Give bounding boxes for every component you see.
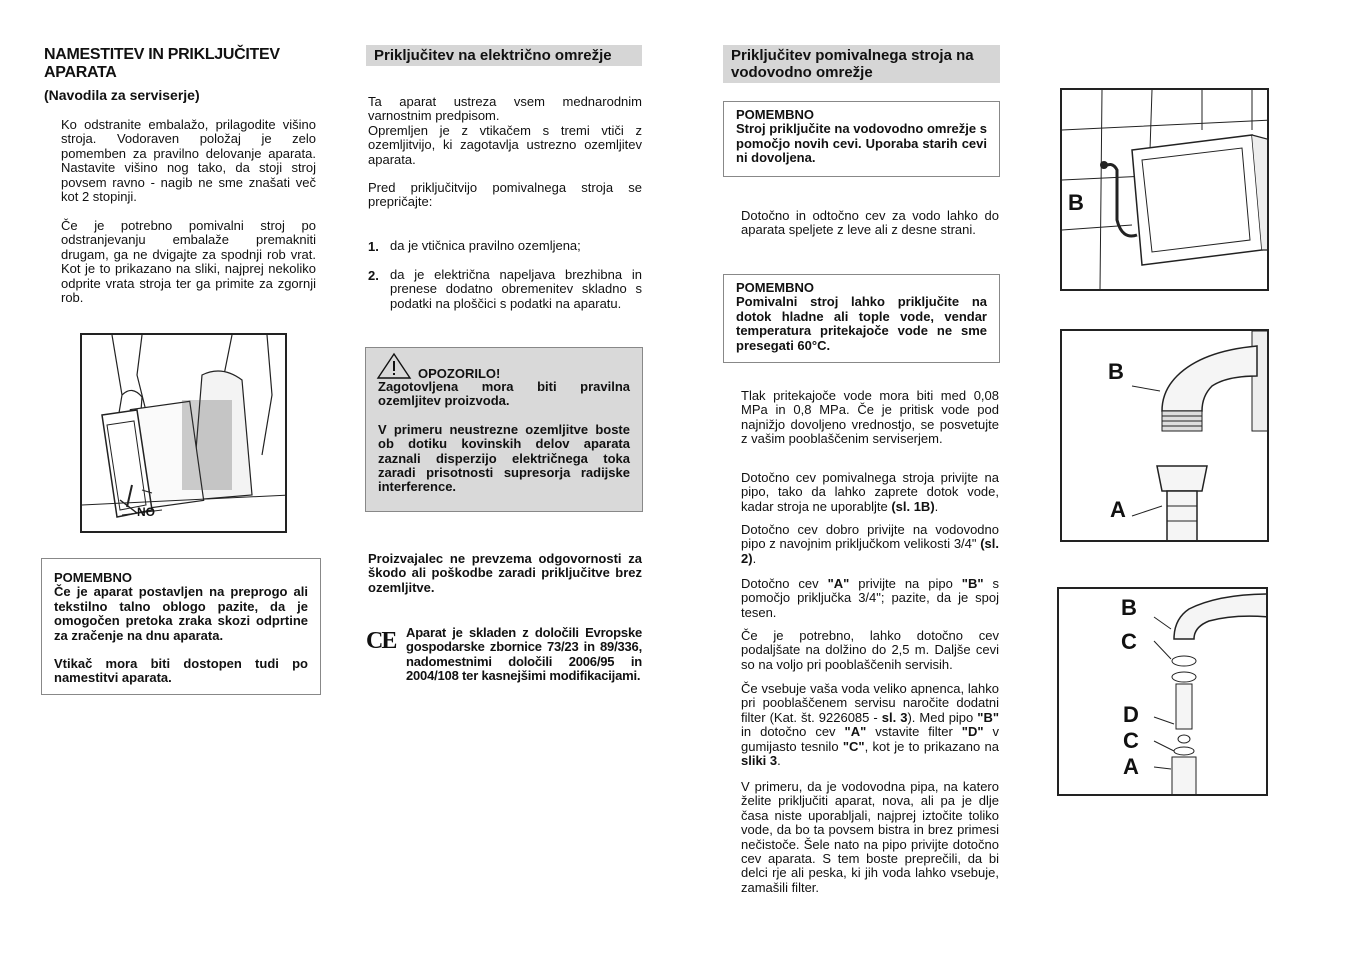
paragraph: Ko odstranite embalažo, prilagodite višino stroja. Vodoraven položaj je zelo pomemben za pravilno delovanje aparata. Nastavite višino nog tako, da stoji stroj povsem ravno - nagib ne sme znašati več kot 2 stopinji. — [61, 117, 316, 205]
figure-label: A — [1123, 754, 1139, 779]
section-title: Priključitev pomivalnega stroja na vodovodno omrežje — [723, 45, 1000, 83]
box-text: Pomivalni stroj lahko priključite na dotok hladne ali tople vode, vendar temperatura pritekajoče vode ne sme presegati 60°C. — [736, 294, 987, 353]
box-heading: POMEMBNO — [54, 570, 132, 585]
paragraph: Če je potrebno, lahko dotočno cev podaljšate na dolžino do 2,5 m. Daljše cevi so na voljo pri pooblaščenih servisih. — [741, 628, 999, 672]
paragraph: Dotočno in odtočno cev za vodo lahko do aparata speljete z leve ali z desne strani. — [741, 208, 999, 238]
list-number: 2. — [368, 268, 379, 283]
filter-assembly-illustration — [1057, 587, 1268, 796]
warning-text: Zagotovljena mora biti pravilna ozemljitev proizvoda. — [378, 379, 630, 409]
ce-compliance-text: Aparat je skladen z določili Evropske gospodarske zbornice 73/23 in 89/336, nadomestnimi določili 2006/95 in 2004/108 ter kasnejšimi modifikacijami. — [406, 625, 642, 684]
paragraph: Opremljen je z vtikačem s tremi vtiči z ozemljitvijo, ki zagotavlja ustrezno ozemljitev aparata. — [368, 123, 642, 167]
figure-label: C — [1123, 728, 1139, 753]
paragraph: V primeru, da je vodovodna pipa, na katero želite priključiti aparat, nova, ali pa je dlje časa niste uporabljali, najprej iztočite toliko vode, da bo ta povsem bistra in brez primesi nečistoče. Šele nato na pipo privijte dotočno cev aparata. S tem boste preprečili, da bi delci rje ali peska, ki jih voda lahko vsebuje, zamašili filter. — [741, 779, 999, 895]
warning-triangle-icon — [376, 352, 412, 380]
figure-label: C — [1121, 629, 1137, 654]
figure-label: B — [1121, 595, 1137, 620]
disclaimer: Proizvajalec ne prevzema odgovornosti za škodo ali poškodbe zaradi priključitve brez ozemljitve. — [368, 551, 642, 595]
list-number: 1. — [368, 239, 379, 254]
warning-box — [365, 347, 643, 512]
tap-hose-connection-illustration — [1060, 329, 1269, 542]
paragraph: Pred priključitvijo pomivalnega stroja se prepričajte: — [368, 180, 642, 210]
paragraph: Dotočno cev pomivalnega stroja privijte na pipo, tako da lahko zaprete dotok vode, kadar stroja ne uporabljte (sl. 1B). — [741, 470, 999, 514]
paragraph: Ta aparat ustreza vsem mednarodnim varnostnim predpisom. — [368, 94, 642, 124]
section-title: Priključitev na električno omrežje — [366, 45, 642, 66]
paragraph: Če vsebuje vaša voda veliko apnenca, lahko pri pooblaščenem servisu naročite dodatni filter (Kat. št. 9226085 - sl. 3). Med pipo "B" in dotočno cev "A" vstavite filter "D" v gumijasto tesnilo "C", kot je to prikazano na sliki 3. — [741, 681, 999, 769]
box-heading: POMEMBNO — [736, 280, 814, 295]
paragraph: Tlak pritekajoče vode mora biti med 0,08 MPa in 0,8 MPa. Če je pritisk vode pod najnižjo dovoljeno vrednostjo, se posvetujte z vašim pooblaščenim serviserjem. — [741, 388, 999, 447]
paragraph: Če je potrebno pomivalni stroj po odstranjevanju embalaže premakniti drugam, ga ne dvigajte za spodnji rob vrat. Kot je to prikazano na sliki, najprej nekoliko odprite vrata stroja ter ga primite za zgornji rob. — [61, 218, 316, 306]
list-item: da je vtičnica pravilno ozemljena; — [390, 238, 581, 253]
figure-label: A — [1110, 497, 1126, 522]
figure-label: D — [1123, 702, 1139, 727]
moving-dishwasher-illustration — [80, 333, 287, 533]
warning-text: V primeru neustrezne ozemljitve boste ob dotiku kovinskih delov aparata zaznali disperzijo električnega toka zaradi prisotnosti supresorja radijske interference. — [378, 421, 630, 495]
box-text: Stroj priključite na vodovodno omrežje s pomočjo novih cevi. Uporaba starih cevi ni dovoljena. — [736, 121, 987, 166]
section-title: NAMESTITEV IN PRIKLJUČITEV APARATA — [44, 46, 280, 81]
ce-mark-icon: CE — [366, 628, 396, 654]
important-box — [723, 274, 1000, 363]
figure-label: NO — [137, 505, 155, 519]
paragraph: Dotočno cev dobro privijte na vodovodno pipo z navojnim priključkom velikosti 3/4" (sl. 2). — [741, 522, 999, 566]
figure-label: B — [1108, 359, 1124, 384]
important-box — [41, 558, 321, 695]
important-box — [723, 101, 1000, 177]
dishwasher-tap-illustration — [1060, 88, 1269, 291]
list-item: da je električna napeljava brezhibna in prenese dodatno obremenitev skladno s podatki na ploščici s podatki na aparatu. — [390, 267, 642, 311]
section-subtitle: (Navodila za serviserje) — [44, 87, 200, 103]
box-text: Vtikač mora biti dostopen tudi po namestitvi aparata. — [54, 656, 308, 686]
box-heading: POMEMBNO — [736, 107, 814, 122]
box-text: Če je aparat postavljen na preprogo ali tekstilno talno oblogo pazite, da je omogočen pretoka zraka skozi odprtine za zračenje na dnu aparata. — [54, 584, 308, 643]
paragraph: Dotočno cev "A" privijte na pipo "B" s pomočjo priključka 3/4"; pazite, da je spoj tesen. — [741, 576, 999, 620]
figure-label: B — [1068, 190, 1084, 215]
warning-heading: OPOZORILO! — [418, 366, 501, 381]
